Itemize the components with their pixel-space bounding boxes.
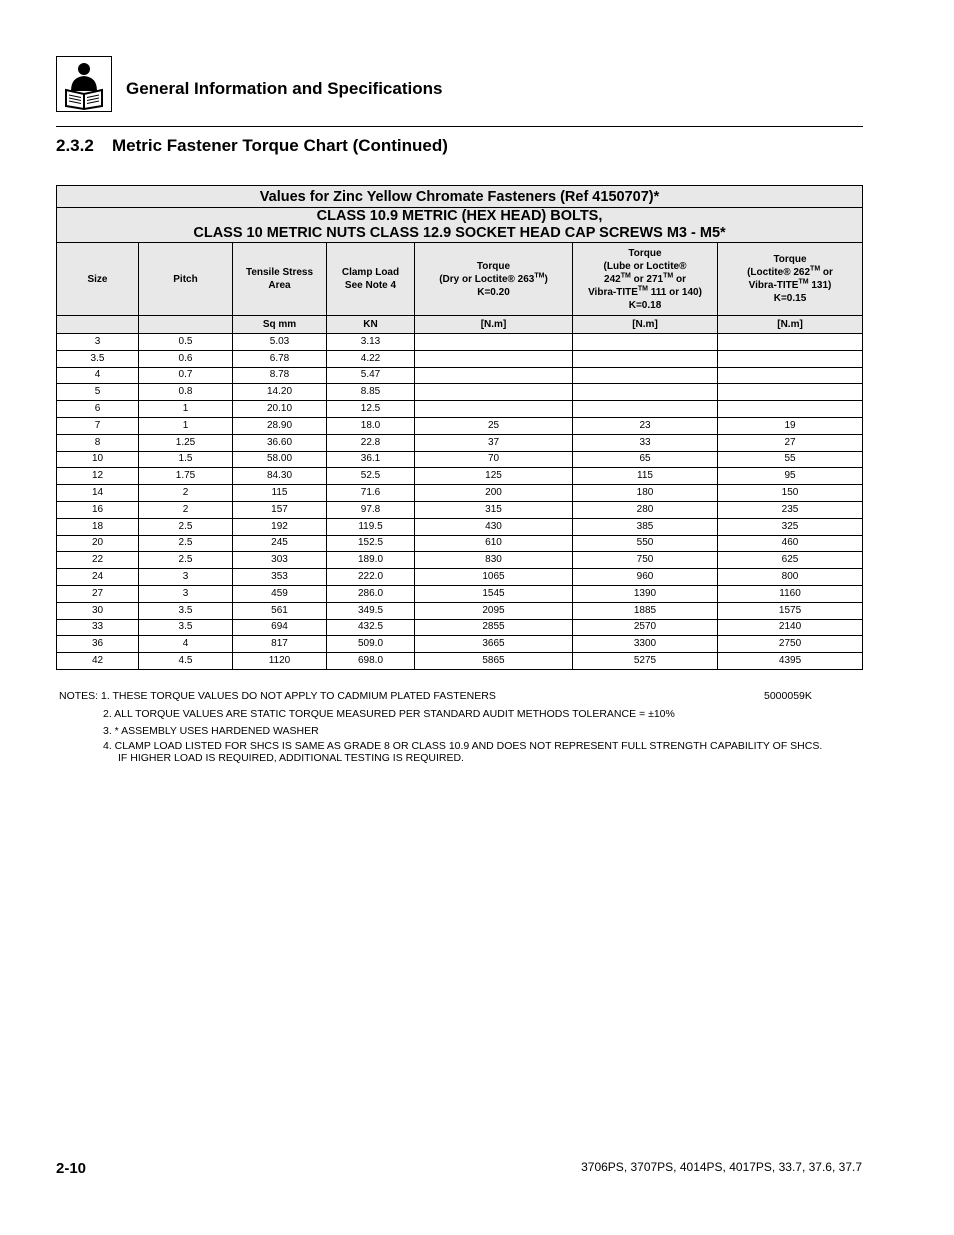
col-clamp-line-2: See Note 4 (344, 280, 397, 291)
trademark-sup: TM (534, 272, 545, 280)
table-cell: 42 (57, 653, 139, 670)
table-cell: 3.5 (139, 602, 233, 619)
col-lube-text: 242 (604, 273, 621, 285)
table-cell: 95 (718, 468, 863, 485)
header-title: General Information and Specifications (126, 79, 443, 98)
table-cell: 4.22 (327, 350, 415, 367)
table-cell: 235 (718, 501, 863, 518)
table-cell: 2095 (415, 602, 573, 619)
table-cell: 800 (718, 569, 863, 586)
col-lube-text: 111 or 140) (648, 286, 702, 298)
table-cell: 0.5 (139, 334, 233, 351)
section-number: 2.3.2 (56, 136, 94, 155)
table-cell: 385 (573, 518, 718, 535)
table-cell: 180 (573, 485, 718, 502)
col-lube-text: or 271 (630, 273, 664, 285)
col-dry-text: (Dry or Loctite® 263 (439, 273, 535, 285)
class-line-1: CLASS 10.9 METRIC (HEX HEAD) BOLTS, (316, 208, 603, 224)
col-clamp-load (327, 243, 415, 316)
table-cell: 561 (233, 602, 327, 619)
table-cell: 27 (718, 434, 863, 451)
table-cell: 22.8 (327, 434, 415, 451)
table-cell: 14.20 (233, 384, 327, 401)
table-cell: 2.5 (139, 535, 233, 552)
table-row (57, 350, 863, 367)
table-cell: 16 (57, 501, 139, 518)
table-cell: 22 (57, 552, 139, 569)
table-cell: 200 (415, 485, 573, 502)
table-cell: 157 (233, 501, 327, 518)
unit-cell (57, 316, 139, 334)
table-cell: 0.6 (139, 350, 233, 367)
table-row (57, 636, 863, 653)
col-loc-text: 131) (808, 280, 832, 291)
table-cell (573, 384, 718, 401)
col-tensile-area (233, 243, 327, 316)
trademark-sup: TM (798, 278, 809, 286)
table-cell: 10 (57, 451, 139, 468)
table-cell: 694 (233, 619, 327, 636)
col-dry-line-3: K=0.20 (477, 286, 510, 298)
col-loc-text: Vibra-TITE (748, 280, 799, 291)
table-cell: 830 (415, 552, 573, 569)
table-cell: 3300 (573, 636, 718, 653)
table-cell (415, 334, 573, 351)
table-cell: 460 (718, 535, 863, 552)
table-cell (718, 367, 863, 384)
col-dry-line-1: Torque (476, 260, 511, 272)
table-cell: 18.0 (327, 417, 415, 434)
table-cell: 1.5 (139, 451, 233, 468)
trademark-sup: TM (810, 265, 821, 273)
table-cell: 2 (139, 485, 233, 502)
col-dry-text: ) (544, 273, 548, 285)
table-cell: 280 (573, 501, 718, 518)
table-cell: 3 (139, 569, 233, 586)
table-cell: 3 (57, 334, 139, 351)
table-cell: 2 (139, 501, 233, 518)
table-cell: 7 (57, 417, 139, 434)
table-row (57, 619, 863, 636)
class-line-2: CLASS 10 METRIC NUTS CLASS 12.9 SOCKET HEAD CAP SCREWS M3 - M5* (193, 225, 726, 241)
table-cell: 2855 (415, 619, 573, 636)
table-cell: 6 (57, 401, 139, 418)
col-torque-lube (573, 243, 718, 316)
unit-cell: [N.m] (718, 316, 863, 334)
col-loc-line-3 (718, 279, 862, 292)
col-size: Size (57, 243, 139, 316)
table-cell: 33 (57, 619, 139, 636)
table-cell: 432.5 (327, 619, 415, 636)
table-cell: 2.5 (139, 518, 233, 535)
table-cell (415, 401, 573, 418)
table-cell: 5275 (573, 653, 718, 670)
table-cell: 1.75 (139, 468, 233, 485)
unit-cell: KN (327, 316, 415, 334)
table-cell: 1575 (718, 602, 863, 619)
unit-cell: Sq mm (233, 316, 327, 334)
table-cell: 430 (415, 518, 573, 535)
table-cell: 4395 (718, 653, 863, 670)
col-loc-text: (Loctite® 262 (747, 267, 811, 278)
col-lube-line-5: K=0.18 (628, 299, 662, 311)
table-cell: 459 (233, 585, 327, 602)
table-cell: 550 (573, 535, 718, 552)
table-cell: 2.5 (139, 552, 233, 569)
table-cell: 3 (139, 585, 233, 602)
section-heading (56, 136, 448, 156)
trademark-sup: TM (620, 272, 631, 280)
table-row (57, 653, 863, 670)
note-1: NOTES: 1. THESE TORQUE VALUES DO NOT APPLY TO CADMIUM PLATED FASTENERS (59, 690, 496, 702)
table-cell (718, 334, 863, 351)
table-cell: 71.6 (327, 485, 415, 502)
col-dry-line-2 (415, 273, 572, 286)
col-lube-text: or (673, 273, 686, 285)
table-cell: 70 (415, 451, 573, 468)
col-torque-loctite (718, 243, 863, 316)
manual-reader-icon (56, 56, 112, 112)
table-cell: 222.0 (327, 569, 415, 586)
table-cell: 2140 (718, 619, 863, 636)
table-row (57, 401, 863, 418)
table-row (57, 569, 863, 586)
table-class-heading (57, 208, 863, 243)
note-3: 3. * ASSEMBLY USES HARDENED WASHER (103, 725, 319, 737)
table-cell: 8 (57, 434, 139, 451)
table-cell: 65 (573, 451, 718, 468)
table-row (57, 384, 863, 401)
table-cell: 33 (573, 434, 718, 451)
table-cell: 1390 (573, 585, 718, 602)
col-pitch: Pitch (139, 243, 233, 316)
table-cell: 1545 (415, 585, 573, 602)
col-clamp-line-1: Clamp Load (341, 267, 400, 278)
table-cell: 6.78 (233, 350, 327, 367)
col-lube-text: Vibra-TITE (588, 286, 638, 298)
table-row (57, 417, 863, 434)
table-cell: 19 (718, 417, 863, 434)
table-cell: 1 (139, 417, 233, 434)
col-lube-line-4 (573, 286, 717, 299)
table-cell: 23 (573, 417, 718, 434)
trademark-sup: TM (637, 285, 648, 293)
trademark-sup: TM (663, 272, 674, 280)
table-cell: 315 (415, 501, 573, 518)
table-cell: 0.8 (139, 384, 233, 401)
table-cell: 8.78 (233, 367, 327, 384)
table-cell: 189.0 (327, 552, 415, 569)
table-cell: 3.13 (327, 334, 415, 351)
table-cell: 37 (415, 434, 573, 451)
table-title: Values for Zinc Yellow Chromate Fasteners (Ref 4150707)* (57, 186, 863, 208)
table-cell: 5865 (415, 653, 573, 670)
col-lube-line-3 (573, 273, 717, 286)
table-cell: 5 (57, 384, 139, 401)
unit-cell (139, 316, 233, 334)
table-cell (718, 401, 863, 418)
table-cell (573, 334, 718, 351)
table-cell: 698.0 (327, 653, 415, 670)
table-cell: 27 (57, 585, 139, 602)
table-cell: 1160 (718, 585, 863, 602)
table-cell: 349.5 (327, 602, 415, 619)
table-cell: 5.47 (327, 367, 415, 384)
table-cell (415, 350, 573, 367)
torque-chart-table (56, 185, 863, 670)
table-row (57, 501, 863, 518)
table-cell: 52.5 (327, 468, 415, 485)
table-cell (573, 367, 718, 384)
table-cell: 3665 (415, 636, 573, 653)
table-cell (415, 384, 573, 401)
table-cell (415, 367, 573, 384)
table-cell: 12 (57, 468, 139, 485)
table-cell (573, 350, 718, 367)
table-cell (718, 350, 863, 367)
table-cell: 115 (573, 468, 718, 485)
table-row (57, 602, 863, 619)
table-cell: 509.0 (327, 636, 415, 653)
table-cell (573, 401, 718, 418)
col-tensile-line-2: Area (268, 280, 291, 291)
table-cell: 2750 (718, 636, 863, 653)
table-cell: 18 (57, 518, 139, 535)
table-cell: 353 (233, 569, 327, 586)
table-cell: 610 (415, 535, 573, 552)
table-cell: 119.5 (327, 518, 415, 535)
col-lube-line-1: Torque (628, 247, 662, 259)
table-cell: 55 (718, 451, 863, 468)
model-list: 3706PS, 3707PS, 4014PS, 4017PS, 33.7, 37.6, 37.7 (581, 1160, 862, 1174)
col-loc-text: or (820, 267, 833, 278)
table-cell: 24 (57, 569, 139, 586)
table-cell: 325 (718, 518, 863, 535)
table-cell: 14 (57, 485, 139, 502)
table-cell: 817 (233, 636, 327, 653)
table-cell: 0.7 (139, 367, 233, 384)
table-row (57, 485, 863, 502)
table-cell: 303 (233, 552, 327, 569)
table-cell: 3.5 (139, 619, 233, 636)
table-cell: 4 (139, 636, 233, 653)
table-cell: 58.00 (233, 451, 327, 468)
table-cell: 4.5 (139, 653, 233, 670)
table-row (57, 367, 863, 384)
table-cell: 36 (57, 636, 139, 653)
table-cell (718, 384, 863, 401)
table-cell: 1065 (415, 569, 573, 586)
table-row (57, 535, 863, 552)
table-body (57, 334, 863, 670)
table-cell: 5.03 (233, 334, 327, 351)
page-number: 2-10 (56, 1160, 87, 1177)
table-cell: 192 (233, 518, 327, 535)
col-torque-dry (415, 243, 573, 316)
document-reference: 5000059K (764, 690, 812, 702)
table-cell: 20 (57, 535, 139, 552)
note-4: 4. CLAMP LOAD LISTED FOR SHCS IS SAME AS GRADE 8 OR CLASS 10.9 AND DOES NOT REPRESENT FULL STRENGTH CAPABILITY OF SHCS. (103, 740, 823, 752)
table-cell: 97.8 (327, 501, 415, 518)
section-title: Metric Fastener Torque Chart (Continued) (112, 136, 448, 155)
col-loc-line-1: Torque (773, 254, 807, 265)
table-cell: 36.1 (327, 451, 415, 468)
table-cell: 8.85 (327, 384, 415, 401)
table-cell: 150 (718, 485, 863, 502)
table-row (57, 334, 863, 351)
table-cell: 3.5 (57, 350, 139, 367)
table-row (57, 451, 863, 468)
col-loc-line-4: K=0.15 (773, 293, 807, 304)
table-row (57, 518, 863, 535)
table-cell: 625 (718, 552, 863, 569)
col-lube-line-2: (Lube or Loctite® (603, 260, 687, 272)
units-row (57, 316, 863, 334)
table-cell: 25 (415, 417, 573, 434)
table-cell: 1120 (233, 653, 327, 670)
table-cell: 30 (57, 602, 139, 619)
col-loc-line-2 (718, 266, 862, 279)
table-cell: 1 (139, 401, 233, 418)
table-cell: 245 (233, 535, 327, 552)
table-cell: 152.5 (327, 535, 415, 552)
table-cell: 12.5 (327, 401, 415, 418)
table-cell: 1.25 (139, 434, 233, 451)
table-cell: 2570 (573, 619, 718, 636)
note-4-continued: IF HIGHER LOAD IS REQUIRED, ADDITIONAL TESTING IS REQUIRED. (118, 752, 464, 764)
table-cell: 115 (233, 485, 327, 502)
table-cell: 125 (415, 468, 573, 485)
table-cell: 28.90 (233, 417, 327, 434)
table-cell: 36.60 (233, 434, 327, 451)
note-2: 2. ALL TORQUE VALUES ARE STATIC TORQUE MEASURED PER STANDARD AUDIT METHODS TOLERANCE = ±10% (103, 708, 675, 720)
table-cell: 960 (573, 569, 718, 586)
table-cell: 20.10 (233, 401, 327, 418)
table-row (57, 468, 863, 485)
unit-cell: [N.m] (573, 316, 718, 334)
table-cell: 1885 (573, 602, 718, 619)
table-row (57, 552, 863, 569)
unit-cell: [N.m] (415, 316, 573, 334)
table-cell: 84.30 (233, 468, 327, 485)
col-tensile-line-1: Tensile Stress (245, 267, 314, 278)
header-divider (56, 126, 863, 127)
table-row (57, 585, 863, 602)
table-cell: 4 (57, 367, 139, 384)
table-cell: 286.0 (327, 585, 415, 602)
table-row (57, 434, 863, 451)
table-cell: 750 (573, 552, 718, 569)
